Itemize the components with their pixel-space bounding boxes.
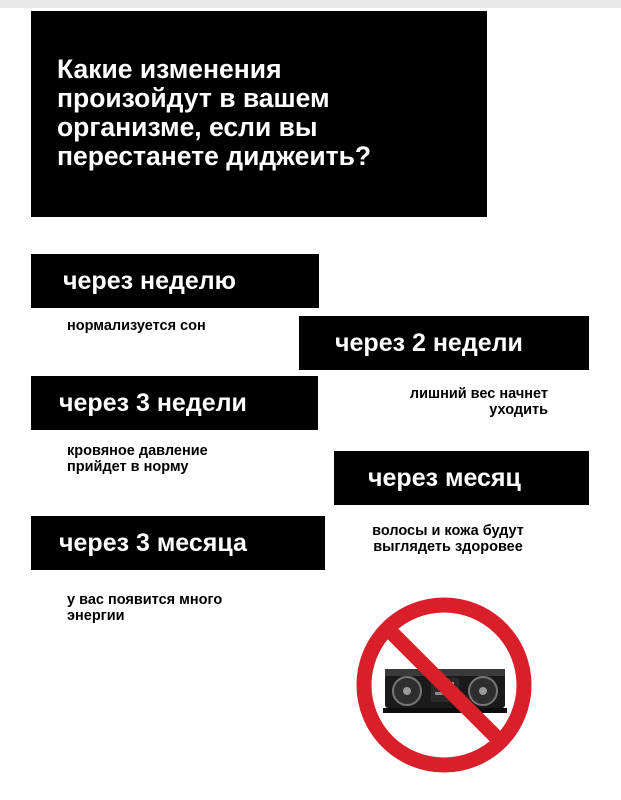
label-one-month xyxy=(334,451,589,505)
title-box xyxy=(31,11,487,217)
desc-one-week: нормализуется сон xyxy=(67,318,206,334)
label-text: через месяц xyxy=(368,463,521,492)
label-two-weeks xyxy=(299,316,589,370)
desc-two-weeks: лишний вес начнет уходить xyxy=(409,386,548,418)
desc-three-months: у вас появится много энергии xyxy=(67,592,223,624)
label-three-months xyxy=(31,516,325,570)
top-strip xyxy=(0,0,621,8)
label-text: через неделю xyxy=(63,266,236,295)
desc-three-weeks: кровяное давление прийдет в норму xyxy=(67,443,208,475)
page-title: Какие изменения произойдут в вашем организме, если вы перестанете диджеить? xyxy=(57,54,372,171)
no-dj-sign-icon xyxy=(355,596,533,774)
label-text: через 3 месяца xyxy=(59,528,247,557)
label-three-weeks xyxy=(31,376,318,430)
label-text: через 3 недели xyxy=(59,388,247,417)
label-text: через 2 недели xyxy=(335,328,523,357)
label-one-week xyxy=(31,254,319,308)
desc-one-month: волосы и кожа будут выглядеть здоровее xyxy=(372,523,524,555)
